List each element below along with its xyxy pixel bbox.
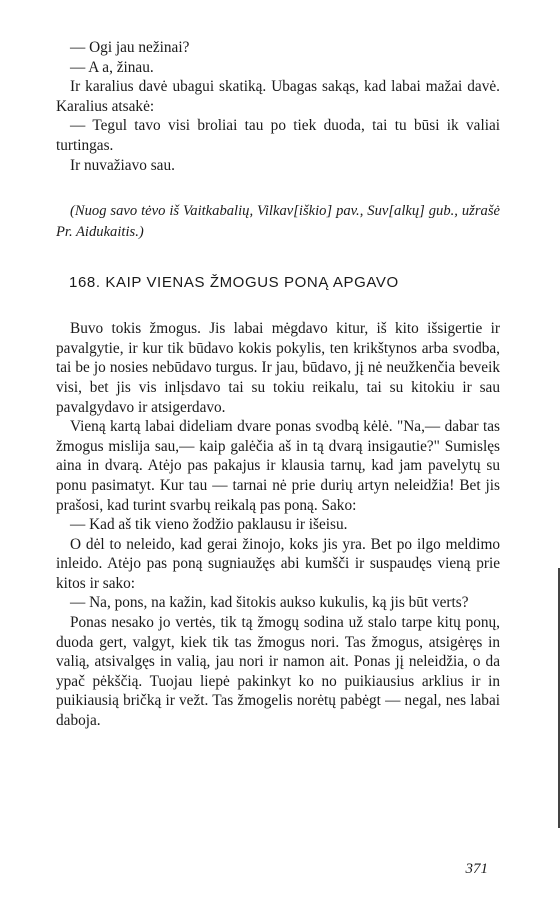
dialogue-line: — A a, žinau.: [70, 58, 154, 76]
source-note: (Nuog savo tėvo iš Vaitkabalių, Vilkav[iškio] pav., Suv[alkų] gub., užrašė Pr. Aidukaitis.): [56, 203, 500, 241]
dialogue-line: — Kad aš tik vieno žodžio paklausu ir išeisu.: [70, 516, 348, 534]
narrative-paragraph: Ir karalius davė ubagui skatiką. Ubagas sakąs, kad labai mažai davė. Karalius atsakė:: [56, 78, 500, 115]
dialogue-line: — Ogi jau nežinai?: [70, 39, 190, 56]
story-paragraph: Ponas nesako jo vertės, tik tą žmogų sodina už stalo tarpe kitų ponų, duoda gert, valgyt, kiek tik tas žmogus nori. Tas žmogus, atsigėręs in valią, atsivalgęs in valią, jau nori ir namon ait. Ponas jį neleidžia, o da ypač pėkščią. Tuojau liepė pakinkyt ko no puikiausius arklius ir in puikiausią bričką ir vežt. Tas žmogelis norėtų pabėgt — negal, nes labai daboja.: [56, 614, 500, 730]
story-heading: 168. KAIP VIENAS ŽMOGUS PONĄ APGAVO: [69, 274, 399, 292]
story-paragraph: O dėl to neleido, kad gerai žinojo, koks jis yra. Bet po ilgo meldimo inleido. Atėjo pas poną sugniaužęs abi kumšči ir suspaudęs vieną prie kitos ir sako:: [56, 535, 500, 592]
page-number: 371: [465, 861, 488, 877]
dialogue-line: — Tegul tavo visi broliai tau po tiek duoda, tai tu būsi ik valiai turtingas.: [56, 117, 500, 154]
page-body: [56, 38, 500, 731]
story-paragraph: Buvo tokis žmogus. Jis labai mėgdavo kitur, iš kito išsigertie ir pavalgytie, ir kur tik būdavo kokis pokylis, ten krikštynos arba svodba, tai be jo nosies nebūdavo turgus. Ir jau, būdavo, jį nė neužkenčia beveik visi, bet jis vis inlįsdavo tai su tokiu reikalu, tai su kitokiu ir sau pavalgydavo ir atsigerdavo.: [56, 320, 500, 416]
dialogue-line: — Na, pons, na kažin, kad šitokis aukso kukulis, ką jis būt verts?: [70, 594, 469, 612]
narrative-line: Ir nuvažiavo sau.: [70, 156, 175, 174]
story-paragraph: Vieną kartą labai dideliam dvare ponas svodbą kėlė. "Na,— dabar tas žmogus mislija sau,— kaip galėčia aš in tą dvarą insigautie?" Sumislęs aina in dvarą. Atėjo pas pakajus ir klausia tarnų, kad jam pavelytų su ponu pasimatyt. Kur tau — tarnai nė prie durių artyn neleidžia! Bet jis prašosi, kad turint svarbų reikalą pas poną. Sako:: [56, 418, 500, 514]
